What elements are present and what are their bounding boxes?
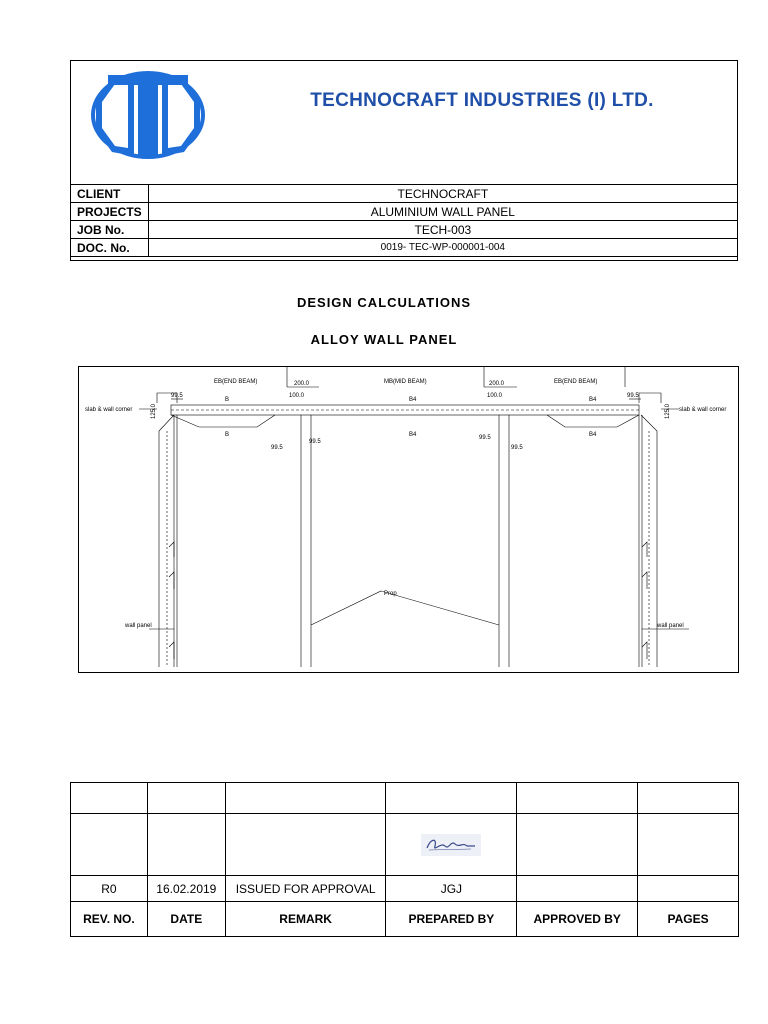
pages-cell [638, 876, 739, 902]
revision-row-r0 [71, 876, 739, 902]
date-cell: 16.02.2019 [147, 876, 225, 902]
label-section-b-top: B [225, 397, 230, 403]
revision-blank-row [71, 783, 739, 814]
label-dim-small: 99.5 [271, 445, 283, 451]
label-section-b-bottom: B [225, 432, 230, 438]
approved-cell [517, 876, 638, 902]
company-name: TECHNOCRAFT INDUSTRIES (I) LTD. [310, 90, 654, 111]
technocraft-logo-icon [90, 70, 206, 160]
info-value: TECHNOCRAFT [148, 185, 737, 203]
info-label: DOC. No. [71, 239, 149, 257]
label-wall-left: wall panel [125, 623, 152, 629]
drawing-canvas [79, 367, 739, 673]
rev-cell: R0 [71, 876, 148, 902]
revision-table [70, 782, 739, 937]
prepared-cell: JGJ [386, 876, 517, 902]
revision-header-row [71, 902, 739, 937]
label-eb-left: EB(END BEAM) [214, 379, 258, 385]
label-eb-right: EB(END BEAM) [554, 379, 598, 385]
technical-drawing [78, 366, 739, 673]
label-mb: MB(MID BEAM) [384, 379, 427, 385]
info-row-projects [71, 203, 738, 221]
signature-icon [421, 834, 481, 856]
info-value: TECH-003 [148, 221, 737, 239]
label-slab-right: slab & wall corner [679, 407, 727, 413]
remark-cell: ISSUED FOR APPROVAL [225, 876, 386, 902]
label-slab-left: slab & wall corner [85, 407, 133, 413]
label-dim-125-left: 125.0 [151, 403, 157, 419]
label-wall-right: wall panel [657, 623, 684, 629]
header-remark: REMARK [225, 902, 386, 937]
label-dim-small: 99.5 [511, 445, 523, 451]
label-dim-small: 99.5 [309, 439, 321, 445]
info-value: ALUMINIUM WALL PANEL [148, 203, 737, 221]
label-dim-125-right: 125.0 [665, 403, 671, 419]
document-title: DESIGN CALCULATIONS [296, 295, 472, 310]
document-subtitle: ALLOY WALL PANEL [310, 332, 458, 347]
label-section-b4-top-mid: B4 [409, 397, 417, 403]
header-approved: APPROVED BY [517, 902, 638, 937]
header-prepared: PREPARED BY [386, 902, 517, 937]
label-dim-200-left: 200.0 [294, 381, 310, 387]
header-rev: REV. NO. [71, 902, 148, 937]
info-label: CLIENT [71, 185, 149, 203]
label-dim-100-right: 100.0 [487, 393, 503, 399]
label-dim-100-left: 100.0 [289, 393, 305, 399]
label-dim-99-left: 99.5 [171, 393, 183, 399]
label-prop: Prop [384, 591, 397, 597]
label-section-b4-top-right: B4 [589, 397, 597, 403]
revision-signature-row [71, 814, 739, 876]
label-section-b4-bottom-right: B4 [589, 432, 597, 438]
info-label: PROJECTS [71, 203, 149, 221]
label-dim-small: 99.5 [479, 435, 491, 441]
header-pages: PAGES [638, 902, 739, 937]
label-dim-200-right: 200.0 [489, 381, 505, 387]
info-label: JOB No. [71, 221, 149, 239]
header-date: DATE [147, 902, 225, 937]
label-dim-99-right: 99.5 [627, 393, 639, 399]
info-row-job [71, 221, 738, 239]
info-row-client [71, 185, 738, 203]
info-value: 0019- TEC-WP-000001-004 [148, 239, 737, 257]
info-row-doc [71, 239, 738, 257]
info-table [70, 184, 738, 257]
label-section-b4-bottom-mid: B4 [409, 432, 417, 438]
